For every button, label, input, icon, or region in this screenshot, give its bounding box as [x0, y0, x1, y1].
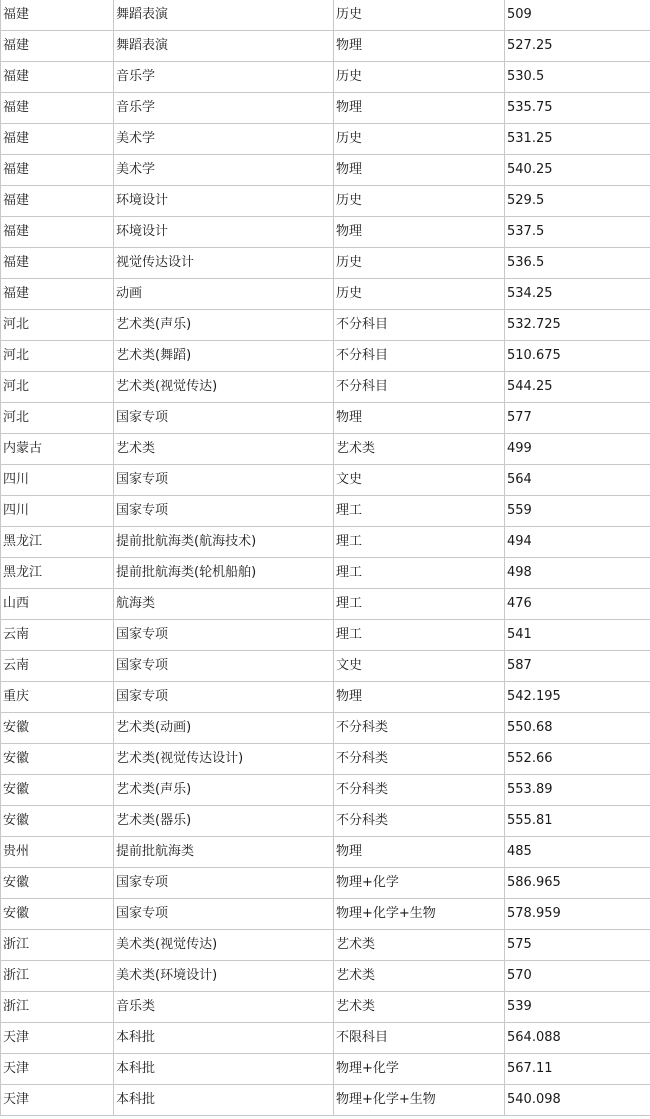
province-cell: 贵州	[1, 837, 114, 868]
score-cell: 494	[505, 527, 650, 558]
major-cell: 国家专项	[114, 496, 334, 527]
subject-cell: 物理+化学	[334, 1054, 505, 1085]
score-cell: 567.11	[505, 1054, 650, 1085]
subject-cell: 不分科类	[334, 775, 505, 806]
major-cell: 艺术类(声乐)	[114, 310, 334, 341]
province-cell: 内蒙古	[1, 434, 114, 465]
score-cell: 535.75	[505, 93, 650, 124]
score-cell: 586.965	[505, 868, 650, 899]
province-cell: 河北	[1, 403, 114, 434]
major-cell: 国家专项	[114, 620, 334, 651]
province-cell: 安徽	[1, 744, 114, 775]
province-cell: 福建	[1, 248, 114, 279]
table-row	[1, 248, 650, 279]
subject-cell: 不分科类	[334, 744, 505, 775]
score-cell: 510.675	[505, 341, 650, 372]
score-cell: 541	[505, 620, 650, 651]
table-row	[1, 93, 650, 124]
major-cell: 美术学	[114, 155, 334, 186]
province-cell: 福建	[1, 155, 114, 186]
table-row	[1, 806, 650, 837]
table-row	[1, 496, 650, 527]
major-cell: 音乐学	[114, 62, 334, 93]
subject-cell: 历史	[334, 62, 505, 93]
subject-cell: 艺术类	[334, 930, 505, 961]
subject-cell: 不分科类	[334, 713, 505, 744]
major-cell: 艺术类(视觉传达)	[114, 372, 334, 403]
subject-cell: 理工	[334, 496, 505, 527]
major-cell: 国家专项	[114, 899, 334, 930]
major-cell: 本科批	[114, 1085, 334, 1116]
table-row	[1, 341, 650, 372]
score-cell: 530.5	[505, 62, 650, 93]
table-row	[1, 1023, 650, 1054]
table-row	[1, 992, 650, 1023]
table-row	[1, 124, 650, 155]
province-cell: 四川	[1, 496, 114, 527]
score-cell: 564.088	[505, 1023, 650, 1054]
table-row	[1, 930, 650, 961]
table-row	[1, 527, 650, 558]
subject-cell: 物理	[334, 31, 505, 62]
major-cell: 国家专项	[114, 465, 334, 496]
province-cell: 云南	[1, 651, 114, 682]
subject-cell: 历史	[334, 279, 505, 310]
score-cell: 575	[505, 930, 650, 961]
province-cell: 浙江	[1, 992, 114, 1023]
table-row	[1, 961, 650, 992]
score-cell: 544.25	[505, 372, 650, 403]
score-cell: 536.5	[505, 248, 650, 279]
table-row	[1, 310, 650, 341]
major-cell: 美术学	[114, 124, 334, 155]
subject-cell: 艺术类	[334, 992, 505, 1023]
subject-cell: 理工	[334, 558, 505, 589]
province-cell: 天津	[1, 1085, 114, 1116]
score-cell: 499	[505, 434, 650, 465]
table-row	[1, 31, 650, 62]
table-row	[1, 155, 650, 186]
subject-cell: 艺术类	[334, 961, 505, 992]
subject-cell: 理工	[334, 589, 505, 620]
province-cell: 福建	[1, 62, 114, 93]
score-cell: 570	[505, 961, 650, 992]
subject-cell: 物理+化学+生物	[334, 1085, 505, 1116]
score-cell: 587	[505, 651, 650, 682]
table-row	[1, 682, 650, 713]
table-body	[1, 0, 650, 1116]
subject-cell: 理工	[334, 620, 505, 651]
subject-cell: 文史	[334, 651, 505, 682]
score-cell: 552.66	[505, 744, 650, 775]
major-cell: 音乐类	[114, 992, 334, 1023]
score-cell: 559	[505, 496, 650, 527]
major-cell: 艺术类(舞蹈)	[114, 341, 334, 372]
province-cell: 福建	[1, 93, 114, 124]
major-cell: 音乐学	[114, 93, 334, 124]
table-row	[1, 775, 650, 806]
province-cell: 安徽	[1, 868, 114, 899]
table-row	[1, 837, 650, 868]
province-cell: 四川	[1, 465, 114, 496]
major-cell: 航海类	[114, 589, 334, 620]
table-row	[1, 186, 650, 217]
province-cell: 福建	[1, 0, 114, 31]
major-cell: 舞蹈表演	[114, 0, 334, 31]
subject-cell: 物理	[334, 93, 505, 124]
subject-cell: 物理	[334, 217, 505, 248]
major-cell: 美术类(视觉传达)	[114, 930, 334, 961]
score-cell: 540.098	[505, 1085, 650, 1116]
major-cell: 艺术类(视觉传达设计)	[114, 744, 334, 775]
table-row	[1, 744, 650, 775]
score-cell: 542.195	[505, 682, 650, 713]
major-cell: 艺术类(声乐)	[114, 775, 334, 806]
subject-cell: 不分科类	[334, 806, 505, 837]
subject-cell: 不分科目	[334, 372, 505, 403]
major-cell: 动画	[114, 279, 334, 310]
table-row	[1, 465, 650, 496]
table-row	[1, 1085, 650, 1116]
province-cell: 福建	[1, 217, 114, 248]
subject-cell: 物理	[334, 682, 505, 713]
major-cell: 本科批	[114, 1023, 334, 1054]
table-row	[1, 1054, 650, 1085]
subject-cell: 文史	[334, 465, 505, 496]
major-cell: 舞蹈表演	[114, 31, 334, 62]
table-row	[1, 0, 650, 31]
major-cell: 提前批航海类(轮机船舶)	[114, 558, 334, 589]
province-cell: 福建	[1, 31, 114, 62]
score-cell: 509	[505, 0, 650, 31]
score-cell: 537.5	[505, 217, 650, 248]
major-cell: 本科批	[114, 1054, 334, 1085]
score-cell: 534.25	[505, 279, 650, 310]
table-row	[1, 217, 650, 248]
score-cell: 555.81	[505, 806, 650, 837]
table-row	[1, 868, 650, 899]
score-cell: 532.725	[505, 310, 650, 341]
province-cell: 天津	[1, 1054, 114, 1085]
province-cell: 河北	[1, 310, 114, 341]
major-cell: 艺术类(器乐)	[114, 806, 334, 837]
major-cell: 国家专项	[114, 868, 334, 899]
major-cell: 环境设计	[114, 217, 334, 248]
major-cell: 环境设计	[114, 186, 334, 217]
score-cell: 476	[505, 589, 650, 620]
major-cell: 视觉传达设计	[114, 248, 334, 279]
score-cell: 529.5	[505, 186, 650, 217]
major-cell: 艺术类	[114, 434, 334, 465]
province-cell: 安徽	[1, 899, 114, 930]
subject-cell: 物理	[334, 837, 505, 868]
table-row	[1, 279, 650, 310]
table-row	[1, 713, 650, 744]
province-cell: 山西	[1, 589, 114, 620]
province-cell: 黑龙江	[1, 558, 114, 589]
major-cell: 国家专项	[114, 403, 334, 434]
major-cell: 国家专项	[114, 651, 334, 682]
table-row	[1, 620, 650, 651]
province-cell: 河北	[1, 372, 114, 403]
score-cell: 485	[505, 837, 650, 868]
score-cell: 539	[505, 992, 650, 1023]
subject-cell: 理工	[334, 527, 505, 558]
province-cell: 福建	[1, 186, 114, 217]
score-cell: 578.959	[505, 899, 650, 930]
major-cell: 美术类(环境设计)	[114, 961, 334, 992]
score-cell: 564	[505, 465, 650, 496]
table-row	[1, 558, 650, 589]
score-cell: 527.25	[505, 31, 650, 62]
table-row	[1, 434, 650, 465]
subject-cell: 物理+化学	[334, 868, 505, 899]
province-cell: 福建	[1, 124, 114, 155]
score-cell: 550.68	[505, 713, 650, 744]
table-row	[1, 589, 650, 620]
subject-cell: 不分科目	[334, 341, 505, 372]
subject-cell: 历史	[334, 248, 505, 279]
table-row	[1, 372, 650, 403]
score-cell: 553.89	[505, 775, 650, 806]
major-cell: 提前批航海类	[114, 837, 334, 868]
table-row	[1, 899, 650, 930]
province-cell: 河北	[1, 341, 114, 372]
province-cell: 浙江	[1, 961, 114, 992]
province-cell: 安徽	[1, 806, 114, 837]
subject-cell: 物理+化学+生物	[334, 899, 505, 930]
province-cell: 重庆	[1, 682, 114, 713]
subject-cell: 历史	[334, 186, 505, 217]
score-cell: 531.25	[505, 124, 650, 155]
score-cell: 577	[505, 403, 650, 434]
score-cell: 540.25	[505, 155, 650, 186]
table-row	[1, 403, 650, 434]
major-cell: 提前批航海类(航海技术)	[114, 527, 334, 558]
province-cell: 云南	[1, 620, 114, 651]
table-row	[1, 651, 650, 682]
province-cell: 浙江	[1, 930, 114, 961]
major-cell: 艺术类(动画)	[114, 713, 334, 744]
subject-cell: 历史	[334, 124, 505, 155]
province-cell: 福建	[1, 279, 114, 310]
major-cell: 国家专项	[114, 682, 334, 713]
subject-cell: 历史	[334, 0, 505, 31]
subject-cell: 不限科目	[334, 1023, 505, 1054]
subject-cell: 物理	[334, 403, 505, 434]
subject-cell: 物理	[334, 155, 505, 186]
table-row	[1, 62, 650, 93]
province-cell: 天津	[1, 1023, 114, 1054]
subject-cell: 不分科目	[334, 310, 505, 341]
province-cell: 黑龙江	[1, 527, 114, 558]
province-cell: 安徽	[1, 775, 114, 806]
province-cell: 安徽	[1, 713, 114, 744]
score-cell: 498	[505, 558, 650, 589]
subject-cell: 艺术类	[334, 434, 505, 465]
